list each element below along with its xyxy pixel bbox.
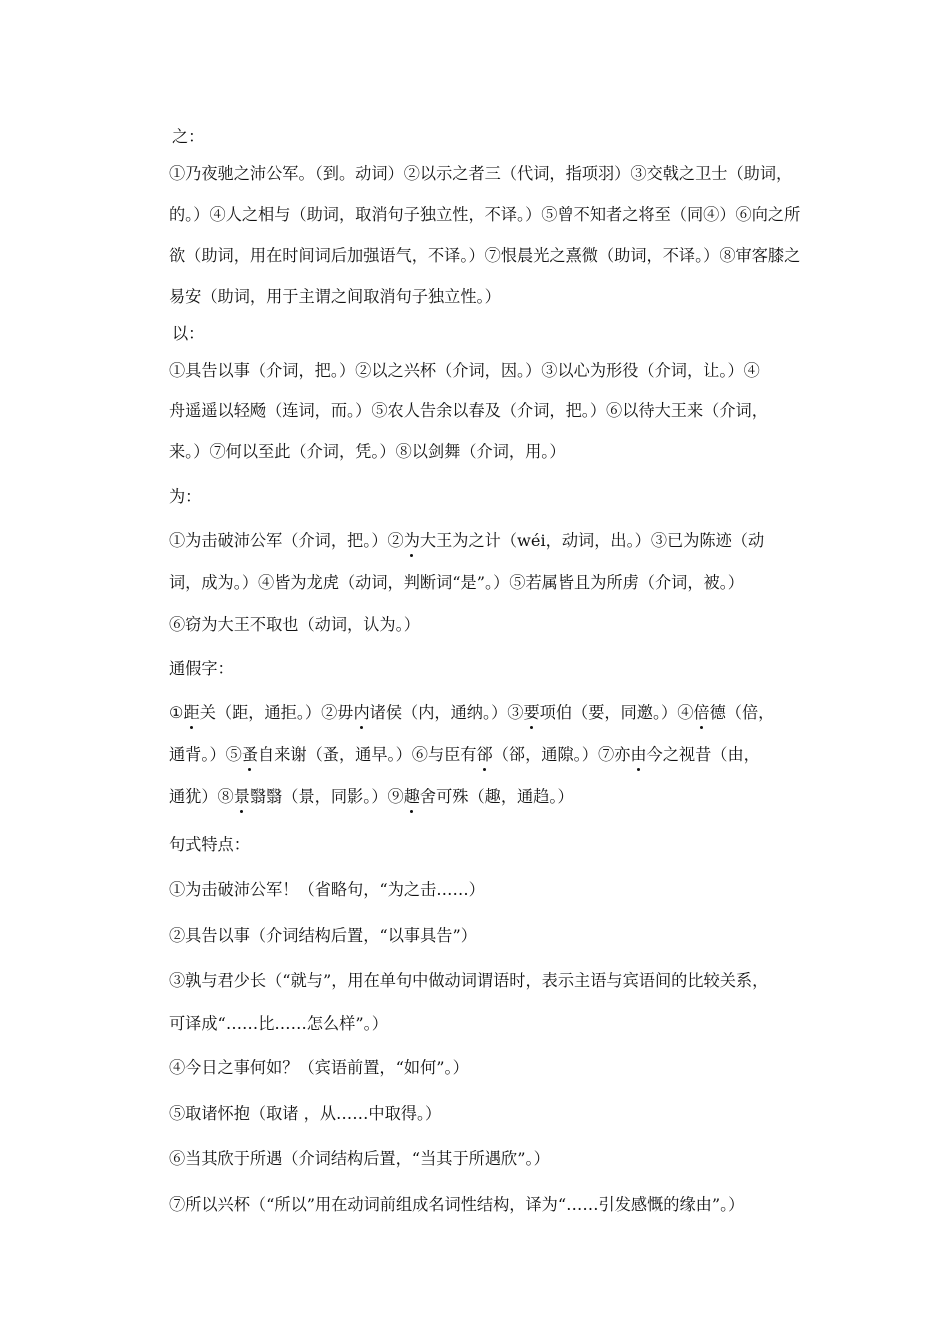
section-heading-yi: 以： — [172, 324, 205, 343]
section-heading-zhi: 之： — [172, 127, 205, 146]
text-run: 今之视昔（由， — [646, 745, 760, 764]
text-run: 大王为之计（wéi，动词，出。）③已为陈迹（动 — [419, 531, 765, 550]
paragraph-line: 的。）④人之相与（助词，取消句子独立性，不译。）⑤曾不知者之将至（同④）⑥向之所 — [169, 205, 801, 224]
paragraph-line: 易安（助词，用于主谓之间取消句子独立性。） — [169, 287, 501, 306]
emphasis-dot-char: 内 — [353, 703, 370, 722]
paragraph-line: 可译成“……比……怎么样”。） — [169, 1014, 388, 1033]
paragraph-line: 来。）⑦何以至此（介词，凭。）⑧以剑舞（介词，用。） — [169, 442, 566, 461]
text-run: 关（距，通拒。）②毋 — [199, 703, 354, 722]
text-run: ① — [169, 703, 184, 722]
paragraph-line — [169, 744, 760, 766]
text-run: （郤，通隙。）⑦亦 — [492, 745, 631, 764]
emphasis-dot-char: 郤 — [476, 745, 493, 764]
section-heading-jushi: 句式特点： — [169, 835, 250, 854]
paragraph-line — [169, 702, 774, 724]
paragraph-line: ④今日之事何如？（宾语前置，“如何”。） — [169, 1058, 469, 1077]
emphasis-dot-char: 距 — [183, 703, 200, 722]
paragraph-line: ①为击破沛公军！（省略句，“为之击……） — [169, 880, 485, 899]
emphasis-dot-char: 景 — [233, 787, 250, 806]
paragraph-line: ⑤取诸怀抱（取诸 ，从……中取得。） — [169, 1104, 442, 1123]
emphasis-dot-char: 倍 — [693, 703, 710, 722]
paragraph-line: 舟遥遥以轻飏（连词，而。）⑤农人告余以春及（介词，把。）⑥以待大王来（介词， — [169, 401, 768, 420]
emphasis-dot-char: 要 — [523, 703, 540, 722]
paragraph-line: ⑥窃为大王不取也（动词，认为。） — [169, 615, 420, 634]
emphasis-dot-char: 为 — [403, 531, 420, 550]
text-run: 诸侯（内，通纳。）③ — [369, 703, 524, 722]
paragraph-line: ⑦所以兴杯（“所以”用在动词前组成名词性结构，译为“……引发感慨的缘由”。） — [169, 1195, 745, 1214]
paragraph-line: ①具告以事（介词，把。）②以之兴杯（介词，因。）③以心为形役（介词，让。）④ — [169, 361, 760, 380]
emphasis-dot-char: 由 — [630, 745, 647, 764]
text-run: 德（倍， — [709, 703, 775, 722]
emphasis-dot-char: 趣 — [403, 787, 420, 806]
section-heading-tongjiazi: 通假字： — [169, 659, 234, 678]
paragraph-line: 词，成为。）④皆为龙虎（动词，判断词“是”。）⑤若属皆且为所虏（介词，被。） — [169, 573, 744, 592]
paragraph-line — [169, 786, 574, 808]
paragraph-line — [169, 530, 764, 552]
section-heading-wei: 为： — [169, 487, 202, 506]
text-run: 舍可殊（趣，通趋。） — [419, 787, 574, 806]
text-run: 项伯（要，同邀。）④ — [539, 703, 694, 722]
text-run: 通背。）⑤ — [169, 745, 242, 764]
paragraph-line: ①乃夜驰之沛公军。（到。动词）②以示之者三（代词，指项羽）③交戟之卫士（助词， — [169, 164, 793, 183]
text-run: 通犹）⑧ — [169, 787, 234, 806]
text-run: 翳翳（景，同影。）⑨ — [249, 787, 404, 806]
emphasis-dot-char: 蚤 — [241, 745, 259, 764]
paragraph-line: ③孰与君少长（“就与”，用在单句中做动词谓语时，表示主语与宾语间的比较关系， — [169, 971, 769, 990]
paragraph-line: ⑥当其欣于所遇（介词结构后置，“当其于所遇欣”。） — [169, 1149, 550, 1168]
paragraph-line: ②具告以事（介词结构后置，“以事具告”） — [169, 926, 477, 945]
paragraph-line: 欲（助词，用在时间词后加强语气，不译。）⑦恨晨光之熹微（助词，不译。）⑧审客膝之 — [169, 246, 801, 265]
text-run: 自来谢（蚤，通早。）⑥与臣有 — [258, 745, 477, 764]
text-run: ①为击破沛公军（介词，把。）② — [169, 531, 404, 550]
